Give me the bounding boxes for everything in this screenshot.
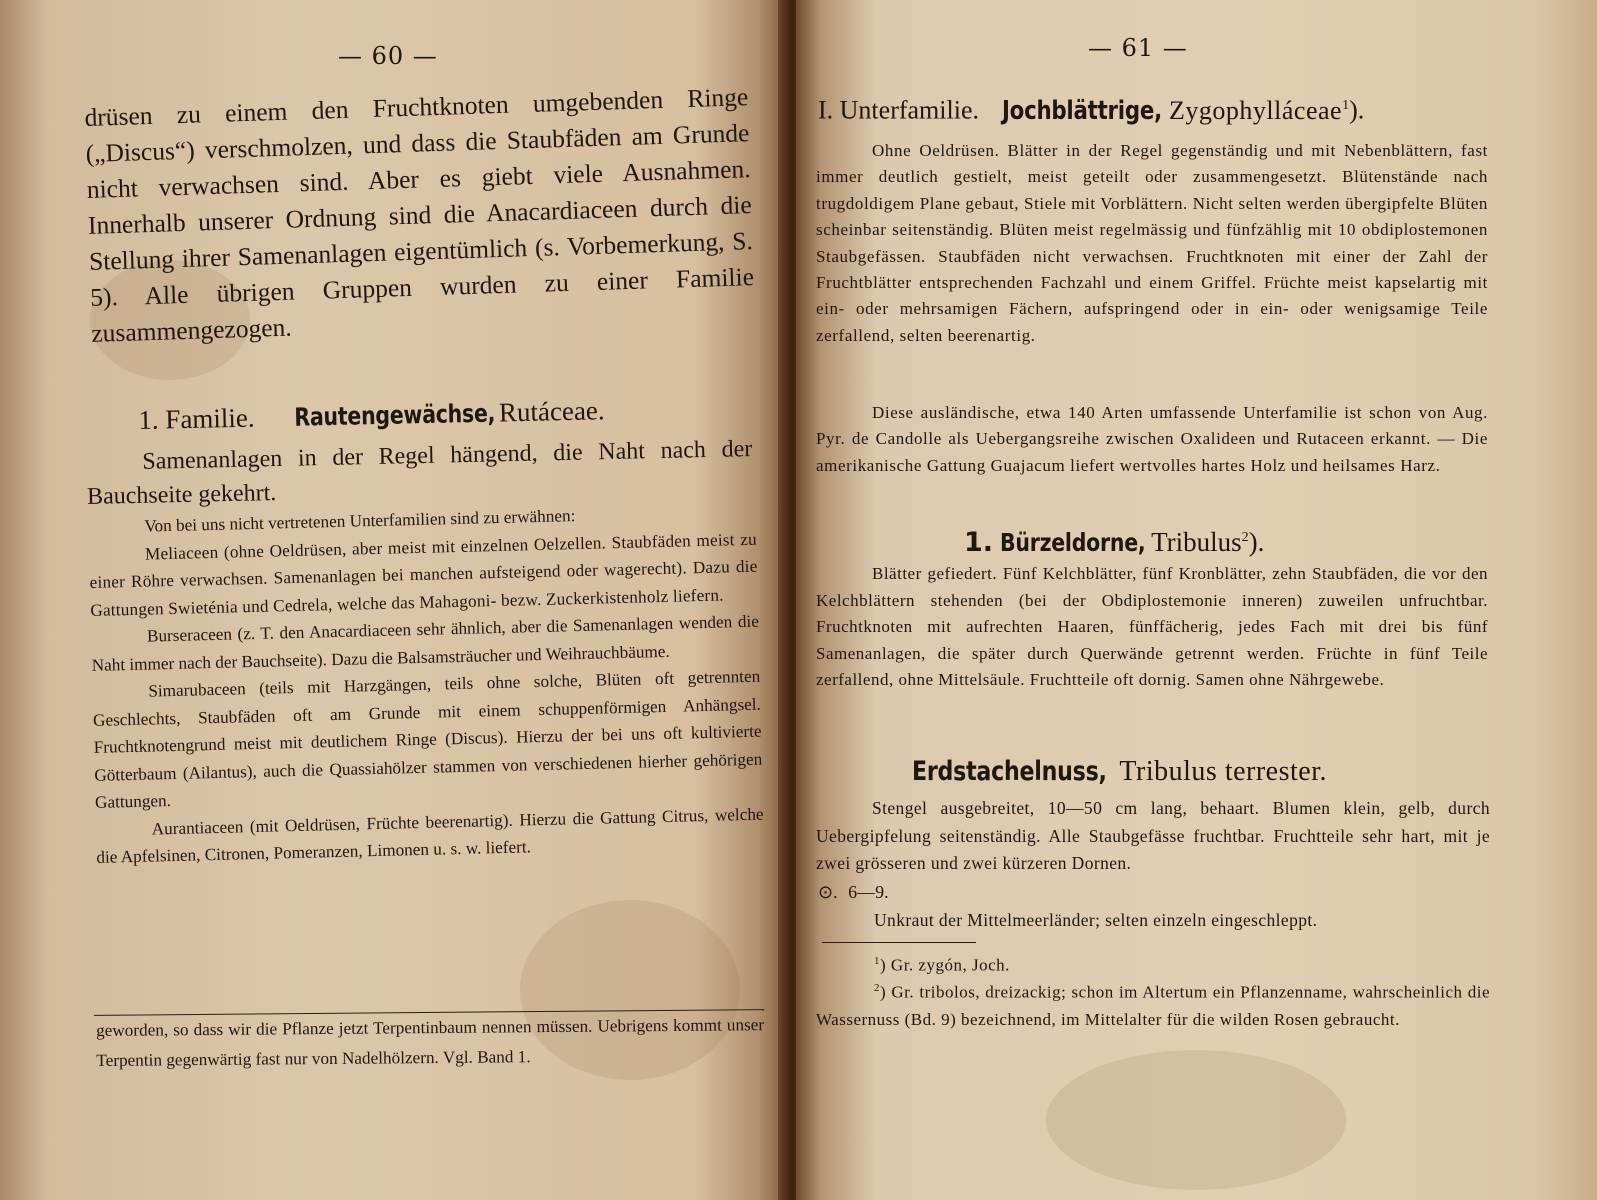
subfamily-description: Ohne Oeldrüsen. Blätter in der Regel gegenständig und mit Nebenblättern, fast immer deutlich gestielt, meist geteilt oder zusammengesetzt. Blütenstände nach trugdoldigem Plane gebaut, Stiele mit Vorblättern. Nicht selten werden übergipfelte Blüten scheinbar seitenständig. Blüten meist regelmässig und fünfzählig mit 10 obdiplostemonen Staubgefässen. Staubfäden nicht verwachsen. Fruchtknoten mit einer der Zahl der Fruchtblätter entsprechenden Fachzahl und einem Griffel. Früchte meist kapselartig mit ein- oder mehrsamigen Fächern, aufspringend oder in ein- oder wenigsamige Teile zerfallend, selten beerenartig. [816, 141, 1488, 345]
annual-symbol: ⊙. [818, 882, 838, 902]
family-heading-prefix: 1. Familie. [138, 402, 255, 435]
continuation-paragraph: drüsen zu einem den Fruchtknoten umgebenden Ringe („Discus“) verschmolzen, und dass die Staubfäden am Grunde nicht verwachsen sind. Aber es giebt viele Ausnahmen. Innerhalb unserer Ordnung sind die Anacardiaceen durch die Stellung ihrer Samenanlagen eigentümlich (s. Vorbemerkung, S. 5). Alle übrigen Gruppen wurden zu einer Familie zusammengezogen. [84, 82, 755, 348]
subfamily-bold: Jochblättrige, [1002, 95, 1162, 126]
family-description: Samenanlagen in der Regel hängend, die Naht nach der Bauchseite gekehrt. [86, 436, 753, 510]
paragraph-burseraceen: Burseraceen (z. T. den Anacardiaceen sehr ähnlich, aber die Samenanlagen wenden die Naht immer nach der Bauchseite). Dazu die Balsamsträucher und Weihrauchbäume. [91, 611, 760, 675]
footnote-2 [816, 975, 1490, 1033]
family-heading [138, 389, 759, 439]
right-page [796, 0, 1597, 1200]
footnote-1-text: ) Gr. zygón, Joch. [880, 955, 1010, 975]
paragraph-aurantiaceen: Aurantiaceen (mit Oeldrüsen, Früchte beerenartig). Hierzu die Gattung Citrus, welche die Apfelsinen, Citronen, Pomeranzen, Limonen u. s. w. liefert. [96, 804, 764, 867]
species-bold: Erdstachelnuss, [912, 756, 1107, 787]
genus-description: Blätter gefiedert. Fünf Kelchblätter, fünf Kronblätter, zehn Staubfäden, die vor den Kelchblättern stehenden (bei der Obdiplostemonie inneren) zuweilen unfruchtbar. Fruchtknoten mit aufrechten Haaren, fünffächerig, jedes Fach mit drei bis fünf Samenanlagen, die später durch Querwände getrennt werden. Früchte in fünf Teile zerfallend, ohne Mittelsäule. Fruchtteile oft dornig. Samen ohne Nährgewebe. [816, 564, 1488, 690]
family-heading-bold: Rautengewächse, [293, 398, 496, 432]
subfamily-latin: Zygophylláceae [1169, 95, 1343, 125]
species-duration [818, 878, 889, 906]
subfamily-heading [818, 88, 1498, 129]
species-heading [912, 752, 1472, 792]
subfamily-note: Diese ausländische, etwa 140 Arten umfassende Unterfamilie ist schon von Aug. Pyr. de Candolle als Uebergangsreihe zwischen Oxalideen und Rutaceen erkannt. — Die amerikanische Gattung Guajacum liefert wertvolles hartes Holz und heilsames Harz. [816, 403, 1488, 475]
page-number-right: — 61 — [1088, 34, 1188, 62]
genus-latin: Tribulus [1151, 527, 1242, 557]
paper-stain [1046, 1050, 1346, 1190]
genus-heading [964, 518, 1484, 563]
footnote-1-mark: 1 [874, 955, 880, 967]
subfamilies-block [88, 498, 765, 872]
left-page [0, 0, 790, 1200]
species-latin: Tribulus terrester. [1119, 756, 1327, 787]
family-heading-latin: Rutáceae. [498, 395, 605, 428]
subfamily-prefix: I. Unterfamilie. [818, 95, 979, 125]
subfamilies-intro: Von bei uns nicht vertretenen Unterfamilien sind zu erwähnen: [144, 506, 576, 536]
species-description: Stengel ausgebreitet, 10—50 cm lang, behaart. Blumen klein, gelb, durch Uebergipfelung seitenständig. Alle Staubgefässe fruchtbar. Fruchtteile sehr hart, mit je zwei grösseren und zwei kürzeren Dornen. [816, 798, 1490, 873]
subfamily-heading-end: ). [1349, 95, 1365, 125]
genus-number: 1. [964, 527, 994, 558]
species-habitat: Unkraut der Mittelmeerländer; selten einzeln eingeschleppt. [874, 910, 1318, 930]
genus-heading-end: ). [1248, 527, 1265, 557]
page-number-left: — 60 — [338, 42, 438, 70]
footnote-2-mark: 2 [874, 982, 880, 994]
footnote-2-text: ) Gr. tribolos, dreizackig; schon im Altertum ein Pflanzenname, wahrscheinlich die Wassernuss (Bd. 9) bezeichnend, im Mittelalter für die wilden Rosen gebraucht. [816, 982, 1490, 1029]
genus-footnote-mark: 2 [1241, 530, 1249, 545]
footnote-left: geworden, so dass wir die Pflanze jetzt Terpentinbaum nennen müssen. Uebrigens kommt unser Terpentin gegenwärtig fast nur von Nadelhölzern. Vgl. Band 1. [96, 1015, 765, 1070]
subfamily-footnote-mark: 1 [1342, 98, 1350, 113]
genus-bold: Bürzeldorne, [999, 528, 1146, 557]
paragraph-meliaceen: Meliaceen (ohne Oeldrüsen, aber meist mit einzelnen Oelzellen. Staubfäden meist zu einer Röhre verwachsen. Samenanlagen bei manchen aufsteigend oder wagerecht). Dazu die Gattungen Swieténia und Cedrela, welche das Mahagoni- bezw. Zuckerkistenholz liefern. [89, 529, 758, 620]
footnote-rule-right [822, 942, 976, 943]
paragraph-simarubaceen: Simarubaceen (teils mit Harzgängen, teils ohne solche, Blüten oft getrennten Geschlechts, Staubfäden oft am Grunde mit einem schuppenförmigen Anhängsel. Fruchtknotengrund meist mit deutlichem Ringe (Discus). Hierzu der bei uns oft kultivierte Götterbaum (Ailantus), auch die Quassiahölzer stammen von verschiedenen hierher gehörigen Gattungen. [92, 666, 763, 812]
flowering-months: 6—9. [848, 882, 889, 902]
